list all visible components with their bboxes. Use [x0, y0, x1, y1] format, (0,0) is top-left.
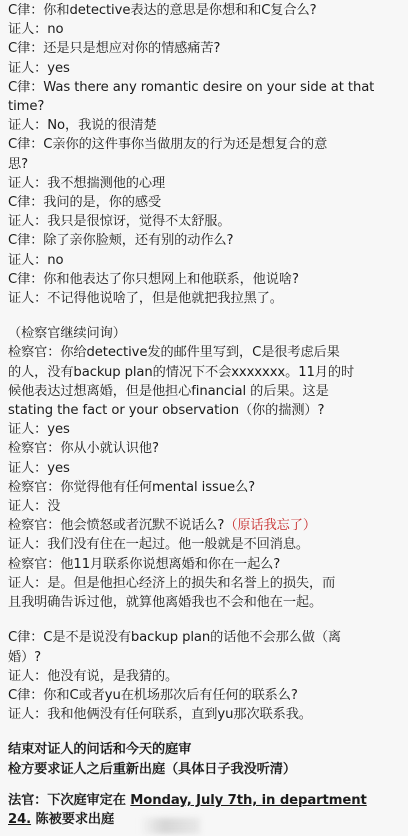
transcript-line: C律：除了亲你脸颊，还有别的动作么? [8, 233, 234, 249]
transcript-line: 证人：我们没有住在一起过。他一般就是不回消息。 [8, 537, 310, 553]
transcript-line: 检察官：你从小就认识他? [8, 441, 159, 457]
transcript-line: C律：C是不是说没有backup plan的话他不会那么做（离 [8, 630, 342, 646]
transcript-line: 证人：yes [8, 422, 70, 438]
judge-line-1 [8, 791, 408, 810]
transcript-line: C律：还是只是想应对你的情感痛苦? [8, 41, 221, 57]
transcript-line: stating the fact or your observation（你的揣测）? [8, 403, 325, 419]
red-note: （原话我忘了） [224, 518, 316, 534]
transcript-line: C律：C亲你的这件事你当做朋友的行为还是想复合的意 [8, 137, 328, 153]
transcript-line: C律：我问的是，你的感受 [8, 195, 162, 211]
transcript-line: 证人：我只是很惊讶，觉得不太舒服。 [8, 214, 231, 230]
transcript-line: 候他表达过想离婚，但是他担心financial 的后果。这是 [8, 383, 329, 399]
transcript-line: 检察官：你觉得他有任何mental issue么? [8, 479, 256, 495]
summary-line: 检方要求证人之后重新出庭（具体日子我没听清） [8, 761, 296, 777]
cross-examination-section [8, 1, 408, 308]
transcript-line: 证人：不记得他说啥了，但是他就把我拉黑了。 [8, 291, 283, 307]
transcript-line: 证人：没 [8, 499, 61, 515]
transcript-line: 婚）? [8, 649, 42, 665]
transcript-line: 证人：我和他俩没有任何联系，直到yu那次联系我。 [8, 707, 312, 723]
transcript-line: C律：Was there any romantic desire on your side at that [8, 79, 375, 95]
transcript-line: C律：你和C或者yu在机场那次后有任何的联系么? [8, 687, 298, 703]
transcript-line: 证人：no [8, 252, 64, 268]
transcript-line: 证人：我不想揣测他的心理 [8, 175, 166, 191]
hearing-date: Monday, July 7th, in department [130, 792, 367, 808]
summary-section [8, 740, 408, 778]
department-number: 24. [8, 811, 32, 827]
blurred-redaction [140, 818, 200, 834]
judge-line-2 [8, 810, 408, 829]
transcript-line: 证人：no [8, 22, 64, 38]
judge-line-rest: 陈被要求出庭 [31, 811, 115, 827]
transcript-line: C律：你和detective表达的意思是你想和和C复合么? [8, 3, 317, 18]
transcript-line: 且我明确告诉过他，就算他离婚我也不会和他在一起。 [8, 595, 323, 611]
transcript-line: 检察官：他11月联系你说想离婚和你在一起么? [8, 556, 281, 572]
summary-line: 结束对证人的问话和今天的庭审 [8, 742, 192, 758]
transcript-line: 证人：他没有说，是我猜的。 [8, 668, 179, 684]
transcript-line: 证人：No，我说的很清楚 [8, 118, 157, 134]
question-text: 检察官：他会愤怒或者沉默不说话么? [8, 518, 225, 534]
transcript-line: 证人：是。但是他担心经济上的损失和名誉上的损失，而 [8, 575, 336, 591]
section-header: （检察官继续问询） [8, 326, 126, 342]
redirect-section [8, 628, 408, 724]
transcript-line: 检察官：你给detective发的邮件里写到，C是很考虑后果 [8, 345, 340, 361]
transcript-line: time? [8, 99, 45, 115]
transcript-line: C律：你和他表达了你只想网上和他联系，他说啥? [8, 271, 299, 287]
line-with-note [8, 516, 408, 535]
prosecutor-section [8, 343, 408, 516]
transcript-line: 思? [8, 156, 28, 172]
transcript-line: 证人：yes [8, 460, 70, 476]
prosecutor-section-cont [8, 535, 408, 612]
transcript-line: 的人，没有backup plan的情况下不会xxxxxxx。11月的时 [8, 364, 355, 380]
transcript-line: 证人：yes [8, 60, 70, 76]
judge-prefix: 法官：下次庭审定在 [8, 792, 131, 808]
